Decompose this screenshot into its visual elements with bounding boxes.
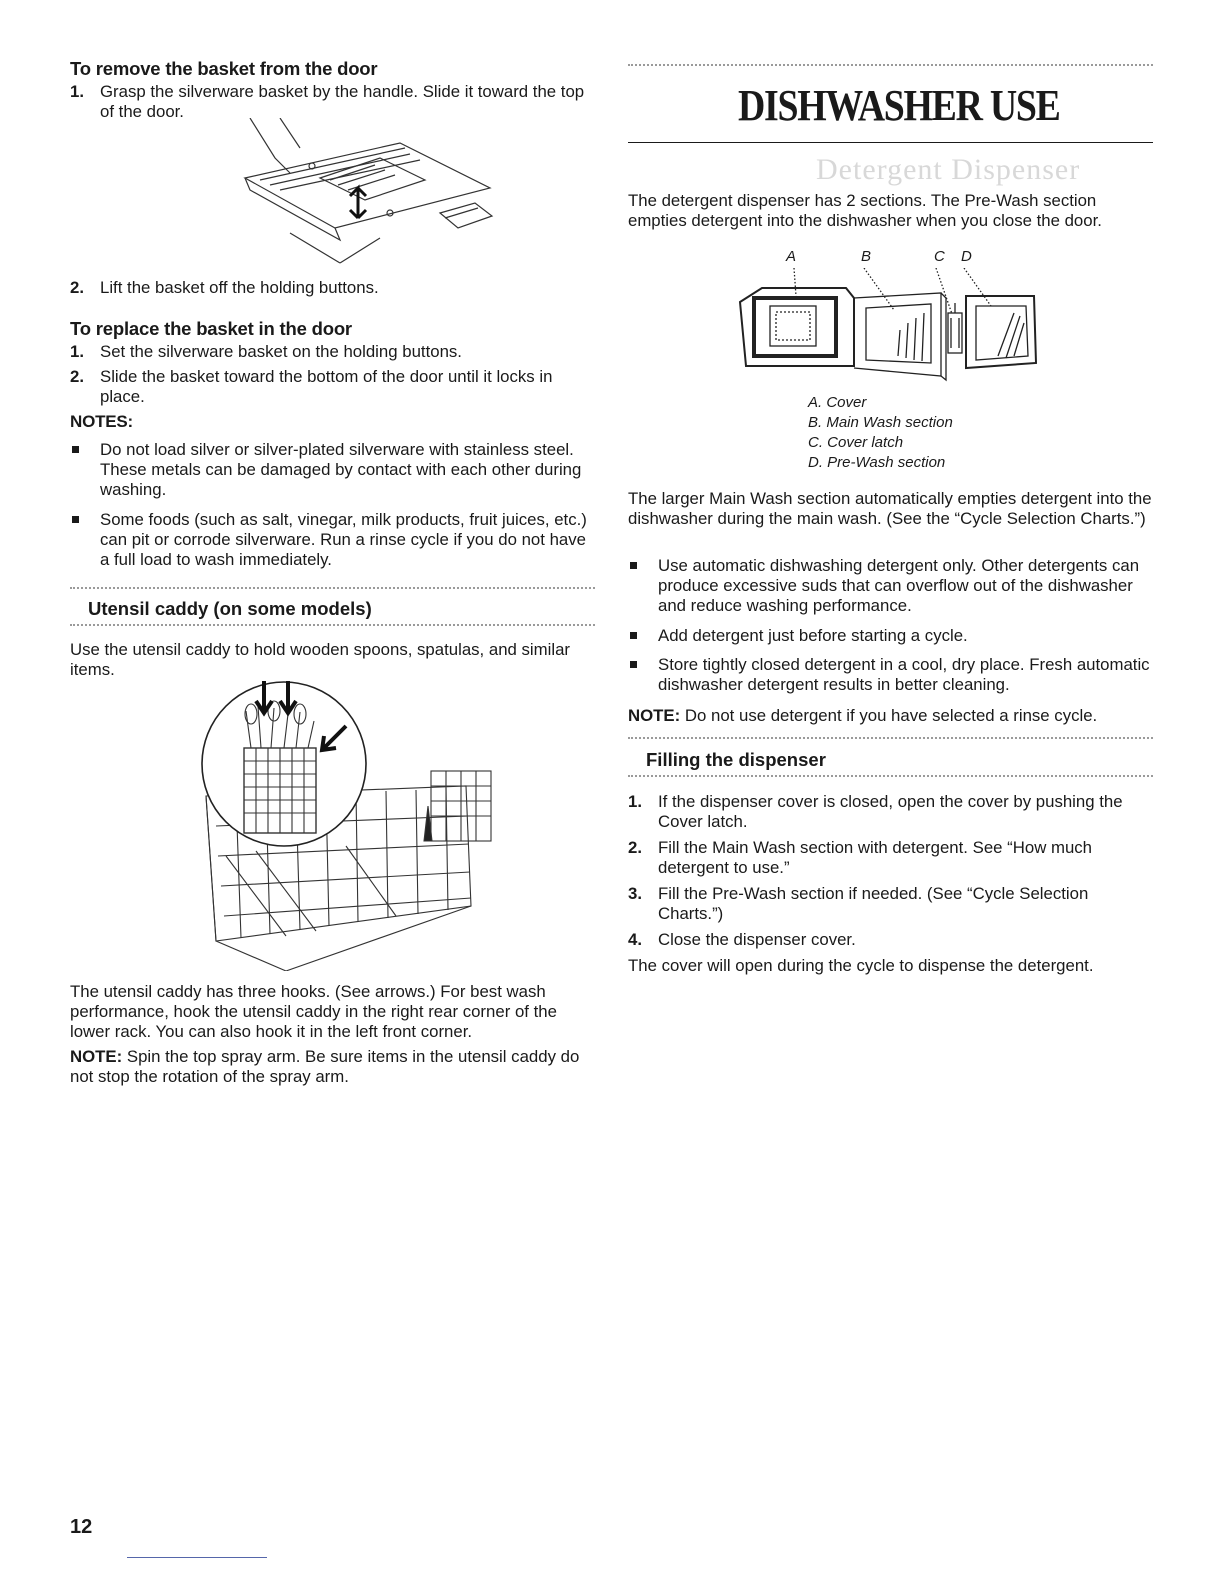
step-number: 3. [628,884,642,903]
step-number: 1. [70,82,84,101]
step-text: Close the dispenser cover. [658,930,856,949]
main-wash-text: The larger Main Wash section automatically empties detergent into the dishwasher during the main wash. (See the “Cycle Selection Charts.”) [628,489,1152,528]
step-number: 2. [70,278,84,297]
step-number: 2. [628,838,642,857]
dotted-rule [70,624,595,626]
dispenser-intro: The detergent dispenser has 2 sections. The Pre-Wash section empties detergent into the dishwasher when you close the door. [628,191,1102,230]
note-label: NOTE: [70,1047,123,1066]
step-text: If the dispenser cover is closed, open the cover by pushing the Cover latch. [658,792,1123,831]
bullet-text: Add detergent just before starting a cycle. [658,626,968,645]
dotted-rule [628,64,1153,66]
bullet [630,632,637,639]
bullet [72,446,79,453]
bullet [72,516,79,523]
bullet-text: Store tightly closed detergent in a cool, dry place. Fresh automatic dishwasher detergent results in better cleaning. [658,655,1150,694]
step-number: 2. [70,367,84,386]
dispenser-heading: Detergent Dispenser [816,153,1081,186]
diagram-letter: A [786,248,797,265]
closing-text: The cover will open during the cycle to dispense the detergent. [628,956,1094,975]
notes-label: NOTES: [70,412,134,431]
page-number: 12 [70,1516,93,1538]
dotted-rule [628,737,1153,739]
caddy-intro: Use the utensil caddy to hold wooden spoons, spatulas, and similar items. [70,640,571,679]
legend-item: A. Cover [808,394,867,411]
rinse-note [628,706,1153,726]
note-label: NOTE: [628,706,681,725]
legend-item: D. Pre-Wash section [808,454,946,471]
section-title: DISHWASHER USE [738,81,1060,130]
step-text: Slide the basket toward the bottom of the door until it locks in place. [100,367,553,406]
diagram-letter: C [934,248,945,265]
detergent-dispenser-diagram [736,268,1046,388]
legend-item: B. Main Wash section [808,414,953,431]
replace-heading: To replace the basket in the door [70,318,352,339]
dotted-rule [70,587,595,589]
caddy-body: The utensil caddy has three hooks. (See arrows.) For best wash performance, hook the utensil caddy in the right rear corner of the lower rack. You can also hook it in the left front corner. [70,982,557,1041]
step-number: 1. [628,792,642,811]
bullet [630,562,637,569]
footer-rule [127,1557,267,1558]
step-text: Fill the Main Wash section with detergent. See “How much detergent to use.” [658,838,1093,877]
filling-heading: Filling the dispenser [646,749,826,770]
diagram-letter: B [861,248,872,265]
note-text: Do not load silver or silver-plated silverware with stainless steel. These metals can be damaged by contact with each other during washing. [100,440,582,499]
note-text: Spin the top spray arm. Be sure items in the utensil caddy do not stop the rotation of the spray arm. [70,1047,580,1086]
basket-removal-illustration [230,118,500,268]
step-text: Fill the Pre-Wash section if needed. (See “Cycle Selection Charts.”) [658,884,1089,923]
note-text: Do not use detergent if you have selected a rinse cycle. [684,706,1098,725]
step-number: 1. [70,342,84,361]
step-number: 4. [628,930,642,949]
remove-heading: To remove the basket from the door [70,58,378,79]
diagram-letter: D [961,248,972,265]
step-text: Lift the basket off the holding buttons. [100,278,379,297]
dotted-rule [628,775,1153,777]
bullet [630,661,637,668]
utensil-caddy-illustration [196,676,546,971]
step-text: Set the silverware basket on the holding buttons. [100,342,462,361]
caddy-heading: Utensil caddy (on some models) [88,598,372,619]
legend-item: C. Cover latch [808,434,904,451]
title-rule [628,142,1153,143]
note-text: Some foods (such as salt, vinegar, milk products, fruit juices, etc.) can pit or corrode silverware. Run a rinse cycle if you do not have a full load to wash immediately. [100,510,587,569]
bullet-text: Use automatic dishwashing detergent only. Other detergents can produce excessive suds that can overflow out of the dishwasher and reduce washing performance. [658,556,1140,615]
caddy-note [70,1047,590,1087]
step-text: Grasp the silverware basket by the handle. Slide it toward the top of the door. [100,82,585,121]
